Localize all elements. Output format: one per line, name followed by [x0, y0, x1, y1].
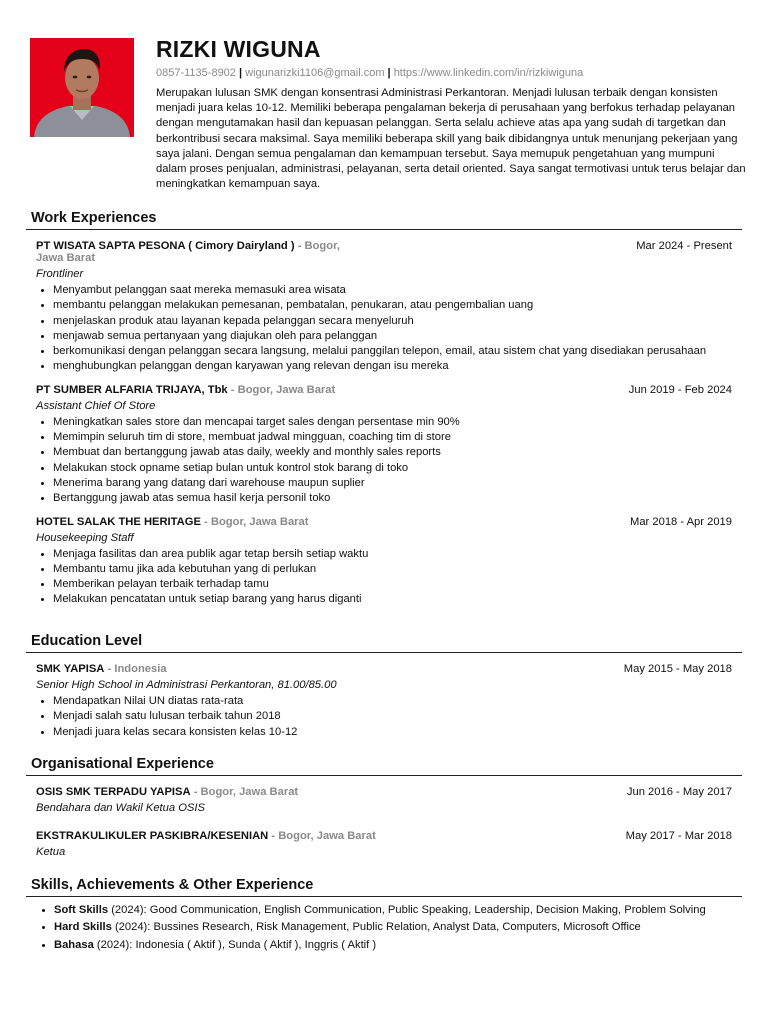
skills-section — [26, 877, 742, 954]
list-item: • Menjaga fasilitas dan area publik agar tetap bersih setiap waktu — [53, 547, 732, 562]
candidate-name: RIZKI WIGUNA — [156, 36, 321, 62]
duty-list — [36, 283, 732, 375]
list-item: • membantu pelanggan melakukan pemesanan, pembatalan, penukaran, atau pengembalian uang — [53, 298, 732, 313]
entry-header — [36, 830, 732, 842]
profile-photo — [30, 38, 134, 137]
list-item: • Meningkatkan sales store dan mencapai target sales dengan persentase min 90% — [53, 415, 732, 430]
organisational-section — [26, 756, 742, 858]
skills-list — [26, 902, 742, 954]
list-item: • menjelaskan produk atau layanan kepada pelanggan secara menyeluruh — [53, 314, 732, 329]
organisation-entry — [26, 830, 742, 858]
entry-header — [36, 384, 732, 396]
separator: | — [238, 67, 243, 79]
organization-name: HOTEL SALAK THE HERITAGE — [36, 515, 201, 528]
job-title: Housekeeping Staff — [36, 531, 134, 544]
organisation-entry — [26, 786, 742, 814]
duty-list — [36, 415, 732, 507]
linkedin-link[interactable]: https://www.linkedin.com/in/rizkiwiguna — [393, 67, 584, 79]
organization-location: - Bogor, Jawa Barat — [271, 830, 376, 842]
date-range: May 2015 - May 2018 — [623, 663, 732, 675]
work-experiences-section — [26, 210, 742, 608]
date-range: May 2017 - Mar 2018 — [625, 830, 732, 842]
section-title: Work Experiences — [26, 210, 742, 230]
organization-location: - Bogor, — [297, 240, 340, 252]
organization-location: - Bogor, Jawa Barat — [204, 515, 309, 528]
job-title: Assistant Chief Of Store — [36, 399, 156, 412]
position: Bendahara dan Wakil Ketua OSIS — [36, 802, 205, 814]
skill-item — [54, 902, 742, 919]
school-location: - Indonesia — [107, 663, 167, 675]
degree: Senior High School in Administrasi Perkantoran, 81.00/85.00 — [36, 679, 337, 691]
list-item: • Menerima barang yang datang dari warehouse maupun suplier — [53, 476, 732, 491]
list-item: • Memberikan pelayan terbaik terhadap tamu — [53, 577, 732, 592]
organization-name: PT SUMBER ALFARIA TRIJAYA, Tbk — [36, 383, 228, 396]
date-range: Mar 2018 - Apr 2019 — [630, 515, 732, 528]
list-item: • Melakukan pencatatan untuk setiap barang yang harus diganti — [53, 592, 732, 607]
list-item: • menghubungkan pelanggan dengan karyawan yang relevan dengan isu mereka — [53, 359, 732, 374]
skill-label: Bahasa — [54, 938, 94, 951]
section-title: Skills, Achievements & Other Experience — [26, 877, 742, 897]
skill-label: Soft Skills — [54, 904, 109, 916]
skill-item — [54, 937, 742, 954]
skill-label: Hard Skills — [54, 921, 112, 934]
list-item: • Menjadi salah satu lulusan terbaik tahun 2018 — [53, 709, 732, 724]
contact-line — [156, 67, 583, 79]
entry-header — [36, 786, 732, 798]
education-section — [26, 633, 742, 740]
list-item: • menjawab semua pertanyaan yang diajukan oleh para pelanggan — [53, 329, 732, 344]
list-item: • Membuat dan bertanggung jawab atas daily, weekly and monthly sales reports — [53, 445, 732, 460]
list-item: • Menyambut pelanggan saat mereka memasuki area wisata — [53, 283, 732, 298]
duty-list — [36, 547, 732, 608]
list-item: • Memimpin seluruh tim di store, membuat jadwal mingguan, coaching tim di store — [53, 430, 732, 445]
entry-header — [36, 516, 732, 528]
entry-header — [36, 240, 732, 264]
list-item: • berkomunikasi dengan pelanggan secara langsung, melalui panggilan telepon, email, atau sistem chat yang disediakan perusahaan — [53, 344, 732, 359]
organization-location: - Bogor, Jawa Barat — [230, 383, 336, 396]
organization-location: - Bogor, Jawa Barat — [193, 786, 299, 798]
organization-name: PT WISATA SAPTA PESONA ( Cimory Dairyland ) — [36, 240, 295, 252]
job-title: Frontliner — [36, 268, 84, 280]
section-title: Education Level — [26, 633, 742, 653]
entry-header — [36, 663, 732, 675]
achievement-list — [36, 694, 732, 740]
list-item: • Menjadi juara kelas secara konsisten kelas 10-12 — [53, 725, 732, 740]
work-entry — [26, 384, 742, 507]
work-entry — [26, 240, 742, 375]
list-item: • Bertanggung jawab atas semua hasil kerja personil toko — [53, 491, 732, 506]
position: Ketua — [36, 846, 66, 858]
education-entry — [26, 663, 742, 740]
school-name: SMK YAPISA — [36, 663, 105, 675]
organization-name: OSIS SMK TERPADU YAPISA — [36, 786, 191, 798]
list-item: • Mendapatkan Nilai UN diatas rata-rata — [53, 694, 732, 709]
work-entry — [26, 516, 742, 608]
phone-number: 0857-1135-8902 — [156, 67, 236, 79]
date-range: Jun 2019 - Feb 2024 — [628, 383, 732, 396]
section-title: Organisational Experience — [26, 756, 742, 776]
organization-location: Jawa Barat — [36, 252, 96, 264]
date-range: Mar 2024 - Present — [636, 240, 732, 252]
organization-name: EKSTRAKULIKULER PASKIBRA/KESENIAN — [36, 830, 269, 842]
list-item: • Melakukan stock opname setiap bulan untuk kontrol stok barang di toko — [53, 461, 732, 476]
profile-summary: Merupakan lulusan SMK dengan konsentrasi Administrasi Perkantoran. Menjadi lulusan terbaik dengan konsisten menjadi juara kelas 10-12. Memiliki beberapa pengalaman bekerja di perusahaan yang berfokus terhadap pelayanan dengan mengutamakan hasil dan kepuasan pelanggan. Serta selalu achieve atas apa yang sudah di targetkan dan berkontribusi secara maksimal. Saya memiliki beberapa skill yang baik dibidangnya untuk menunjang pekerjaan yang saya jalani. Dengan semua pengalaman dan kemampuan tersebut. Saya memupuk pengetahuan yang mumpuni dalam proses penjualan, administrasi, pelayanan, serta detail oriented. Saya sangat termotivasi untuk terus belajar dan meningkatkan kemampuan saya. — [156, 87, 746, 191]
skill-text: (2024): Good Communication, English Communication, Public Speaking, Leadership, Decision Making, Problem Solving — [111, 904, 706, 916]
email-address[interactable]: wigunarizki1106@gmail.com — [245, 67, 385, 79]
list-item: • Membantu tamu jika ada kebutuhan yang di perlukan — [53, 562, 732, 577]
skill-text: (2024): Bussines Research, Risk Management, Public Relation, Analyst Data, Computers, Microsoft Office — [114, 921, 641, 934]
date-range: Jun 2016 - May 2017 — [626, 786, 732, 798]
separator: | — [387, 67, 391, 79]
skill-text: (2024): Indonesia ( Aktif ), Sunda ( Aktif ), Inggris ( Aktif ) — [96, 938, 377, 951]
skill-item — [54, 919, 742, 936]
